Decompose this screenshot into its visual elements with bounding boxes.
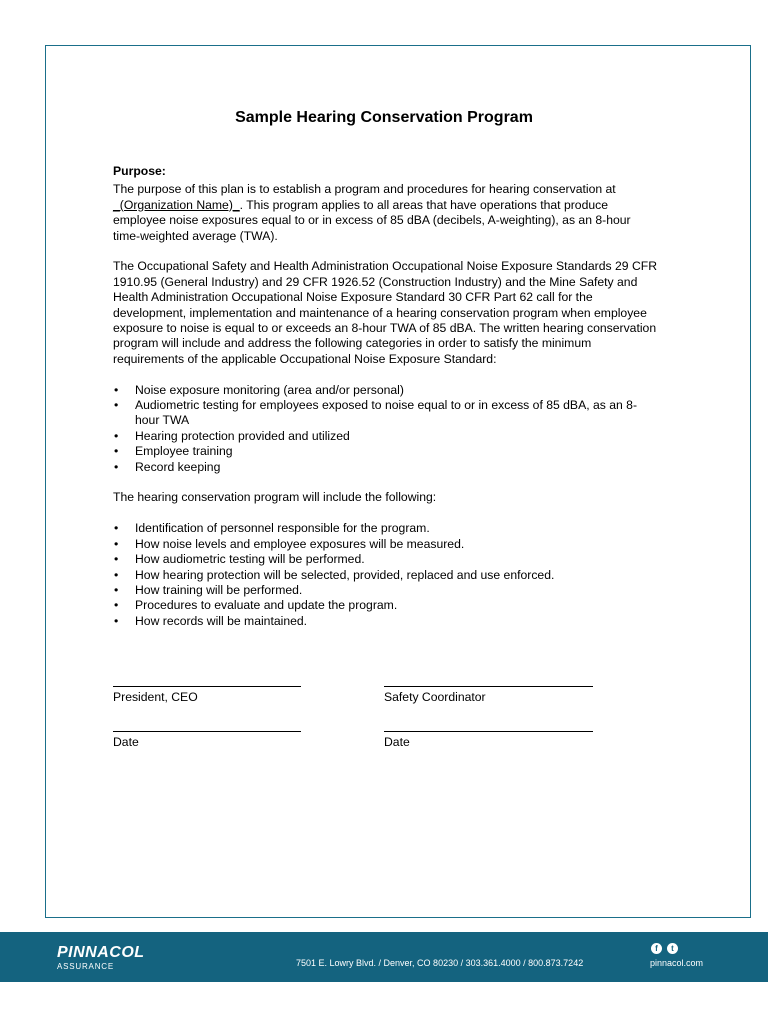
- purpose-text-a: The purpose of this plan is to establish a program and procedures for hearing conservation at: [113, 182, 616, 197]
- program-includes-paragraph: The hearing conservation program will include the following:: [113, 490, 437, 505]
- purpose-paragraph: [113, 182, 658, 244]
- document-body: [113, 164, 658, 629]
- organization-name-placeholder: _(Organization Name)_: [113, 197, 240, 212]
- date-line: [113, 731, 301, 732]
- list-item: • Hearing protection provided and utilized: [113, 429, 658, 444]
- list-item: • How audiometric testing will be performed.: [113, 552, 658, 567]
- social-icons: [651, 943, 678, 954]
- facebook-icon[interactable]: f: [651, 943, 662, 954]
- signature-line: [384, 686, 593, 687]
- footer-bar: [0, 932, 768, 982]
- list-item: • How training will be performed.: [113, 583, 658, 598]
- date-label: Date: [113, 735, 139, 749]
- list-item: • How records will be maintained.: [113, 614, 658, 629]
- list-item: • How noise levels and employee exposures will be measured.: [113, 537, 658, 552]
- twitter-icon[interactable]: t: [667, 943, 678, 954]
- pinnacol-logo: PINNACOL: [57, 944, 145, 961]
- footer-address: 7501 E. Lowry Blvd. / Denver, CO 80230 / 303.361.4000 / 800.873.7242: [296, 958, 584, 968]
- date-label: Date: [384, 735, 410, 749]
- document-title: Sample Hearing Conservation Program: [235, 109, 533, 126]
- date-block-right: [384, 731, 593, 750]
- categories-list: [113, 383, 658, 475]
- list-item: • Procedures to evaluate and update the program.: [113, 598, 658, 613]
- signature-line: [113, 686, 301, 687]
- list-item: • Employee training: [113, 444, 658, 459]
- list-item: • Noise exposure monitoring (area and/or personal): [113, 383, 658, 398]
- list-item: • Record keeping: [113, 460, 658, 475]
- purpose-heading: Purpose:: [113, 164, 166, 178]
- signature-block-safety-coordinator: [384, 686, 593, 705]
- logo-subtitle: ASSURANCE: [57, 962, 114, 971]
- date-line: [384, 731, 593, 732]
- list-item: • Identification of personnel responsible for the program.: [113, 521, 658, 536]
- signature-title: Safety Coordinator: [384, 690, 486, 704]
- signature-block-ceo: [113, 686, 301, 705]
- website-link[interactable]: pinnacol.com: [650, 958, 704, 968]
- list-item: • How hearing protection will be selected, provided, replaced and use enforced.: [113, 568, 658, 583]
- list-item: • Audiometric testing for employees exposed to noise equal to or in excess of 85 dBA, as an 8-hour TWA: [113, 398, 658, 429]
- osha-paragraph: The Occupational Safety and Health Administration Occupational Noise Exposure Standards 29 CFR 1910.95 (General Industry) and 29 CFR 1926.52 (Construction Industry) and the Mine Safety and Health Administration Occupational Noise Exposure Standard 30 CFR Part 62 call for the development, implementation and maintenance of a hearing conservation program when employee exposure to noise is equal to or exceeds an 8-hour TWA of 85 dBA. The written hearing conservation program will include and address the following categories in order to satisfy the minimum requirements of the applicable Occupational Noise Exposure Standard:: [113, 259, 657, 366]
- purpose-text-b: . This program applies to all areas that have operations that produce employee noise exposures equal to or in excess of 85 dBA (decibels, A-weighting), as an 8-hour time-weighted average (TWA).: [113, 197, 631, 243]
- signature-title: President, CEO: [113, 690, 198, 704]
- program-elements-list: [113, 521, 658, 629]
- date-block-left: [113, 731, 301, 750]
